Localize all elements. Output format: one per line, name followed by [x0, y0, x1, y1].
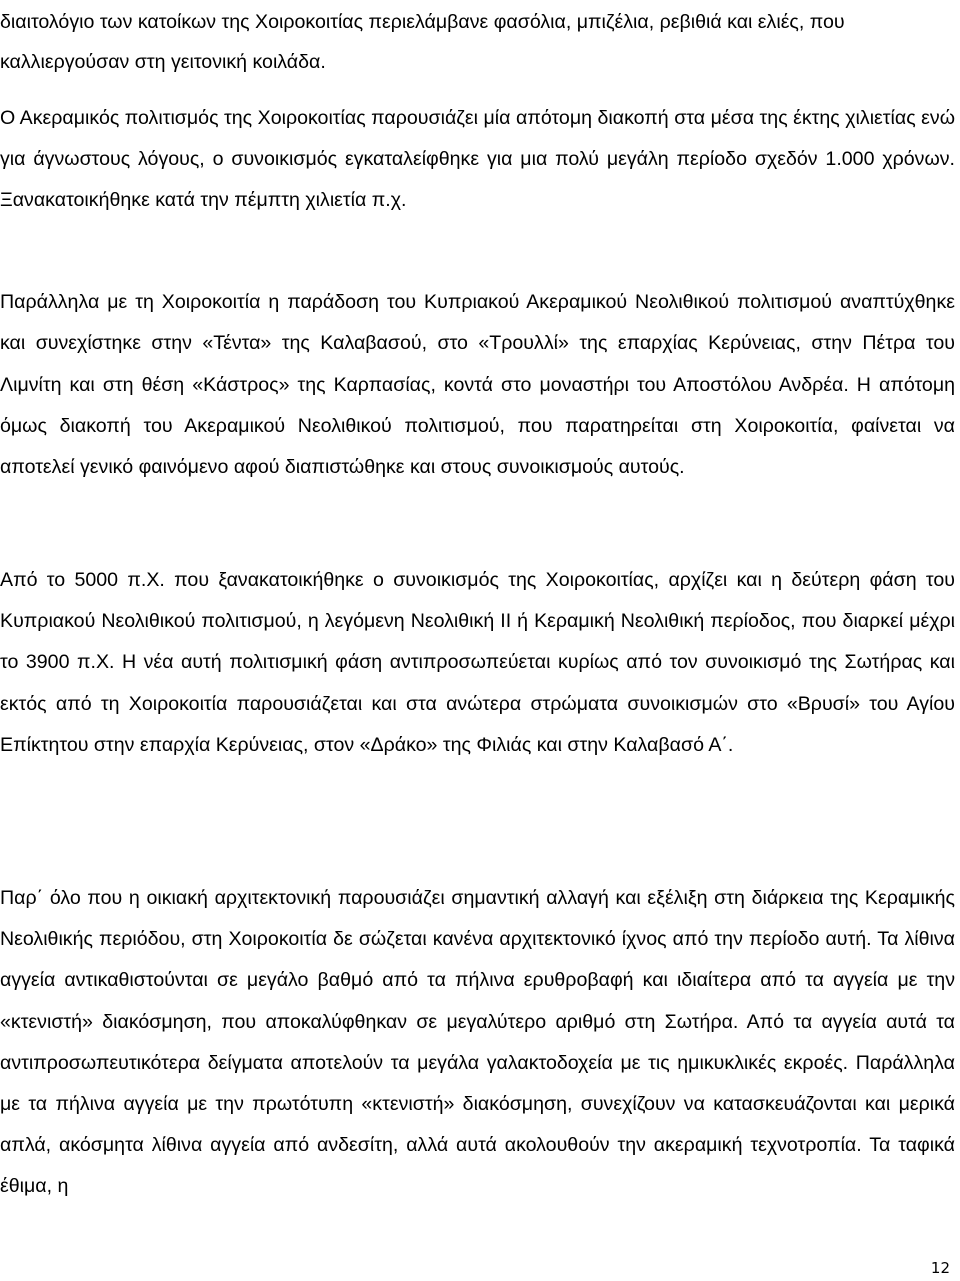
paragraph-aceramic-interruption: Ο Ακεραμικός πολιτισμός της Χοιροκοιτίας παρουσιάζει μία απότομη διακοπή στα μέσα της έκτης χιλιετίας ενώ για άγνωστους λόγους, ο συνοικισμός εγκαταλείφθηκε για μια πολύ μεγάλη περίοδο σχεδόν 1.000 χρόνων. Ξανακατοικήθηκε κατά την πέμπτη χιλιετία π.χ.	[0, 107, 955, 211]
page-number: 12	[930, 1259, 950, 1277]
paragraph-architecture-pottery: Παρ΄ όλο που η οικιακή αρχιτεκτονική παρουσιάζει σημαντική αλλαγή και εξέλιξη στη διάρκεια της Κεραμικής Νεολιθικής περιόδου, στη Χοιροκοιτία δε σώζεται κανένα αρχιτεκτονικό ίχνος από την περίοδο αυτή. Τα λίθινα αγγεία αντικαθιστούνται σε μεγάλο βαθμό από τα πήλινα ερυθροβαφή και ιδιαίτερα από τα αγγεία με την «κτενιστή» διακόσμηση, που αποκαλύφθηκαν σε μεγαλύτερο αριθμό στη Σωτήρα. Από τα αγγεία αυτά τα αντιπροσωπευτικότερα δείγματα αποτελούν τα μεγάλα γαλακτοδοχεία με τις ημικυκλικές εκροές. Παράλληλα με τα πήλινα αγγεία με την πρωτότυπη «κτενιστή» διακόσμηση, συνεχίζουν να κατασκευάζονται και μερικά απλά, ακόσμητα λίθινα αγγεία από ανδεσίτη, αλλά αυτά ακολουθούν την ακεραμική τεχνοτροπία. Τα ταφικά έθιμα, η	[0, 887, 955, 1198]
paragraph-ceramic-neolithic: Από το 5000 π.Χ. που ξανακατοικήθηκε ο συνοικισμός της Χοιροκοιτίας, αρχίζει και η δεύτερη φάση του Κυπριακού Νεολιθικού πολιτισμού, η λεγόμενη Νεολιθική ΙΙ ή Κεραμική Νεολιθική περίοδος, που διαρκεί μέχρι το 3900 π.Χ. Η νέα αυτή πολιτισμική φάση αντιπροσωπεύεται κυρίως από τον συνοικισμό της Σωτήρας και εκτός από τη Χοιροκοιτία παρουσιάζεται και στα ανώτερα στρώματα συνοικισμών στο «Βρυσί» του Αγίου Επίκτητου στην επαρχία Κερύνειας, στον «Δράκο» της Φιλιάς και στην Καλαβασό Α΄.	[0, 569, 955, 756]
paragraph-diet: διαιτολόγιο των κατοίκων της Χοιροκοιτίας περιελάμβανε φασόλια, μπιζέλια, ρεβιθιά και ελιές, που καλλιεργούσαν στη γειτονική κοιλάδα.	[0, 11, 845, 73]
paragraph-parallel-sites: Παράλληλα με τη Χοιροκοιτία η παράδοση του Κυπριακού Ακεραμικού Νεολιθικού πολιτισμού αναπτύχθηκε και συνεχίστηκε στην «Τέντα» της Καλαβασού, στο «Τρουλλί» της επαρχίας Κερύνειας, στην Πέτρα του Λιμνίτη και στη θέση «Κάστρος» της Καρπασίας, κοντά στο μοναστήρι του Αποστόλου Ανδρέα. Η απότομη όμως διακοπή του Ακεραμικού Νεολιθικού πολιτισμού, που παρατηρείται στη Χοιροκοιτία, φαίνεται να αποτελεί γενικό φαινόμενο αφού διαπιστώθηκε και στους συνοικισμούς αυτούς.	[0, 291, 955, 479]
